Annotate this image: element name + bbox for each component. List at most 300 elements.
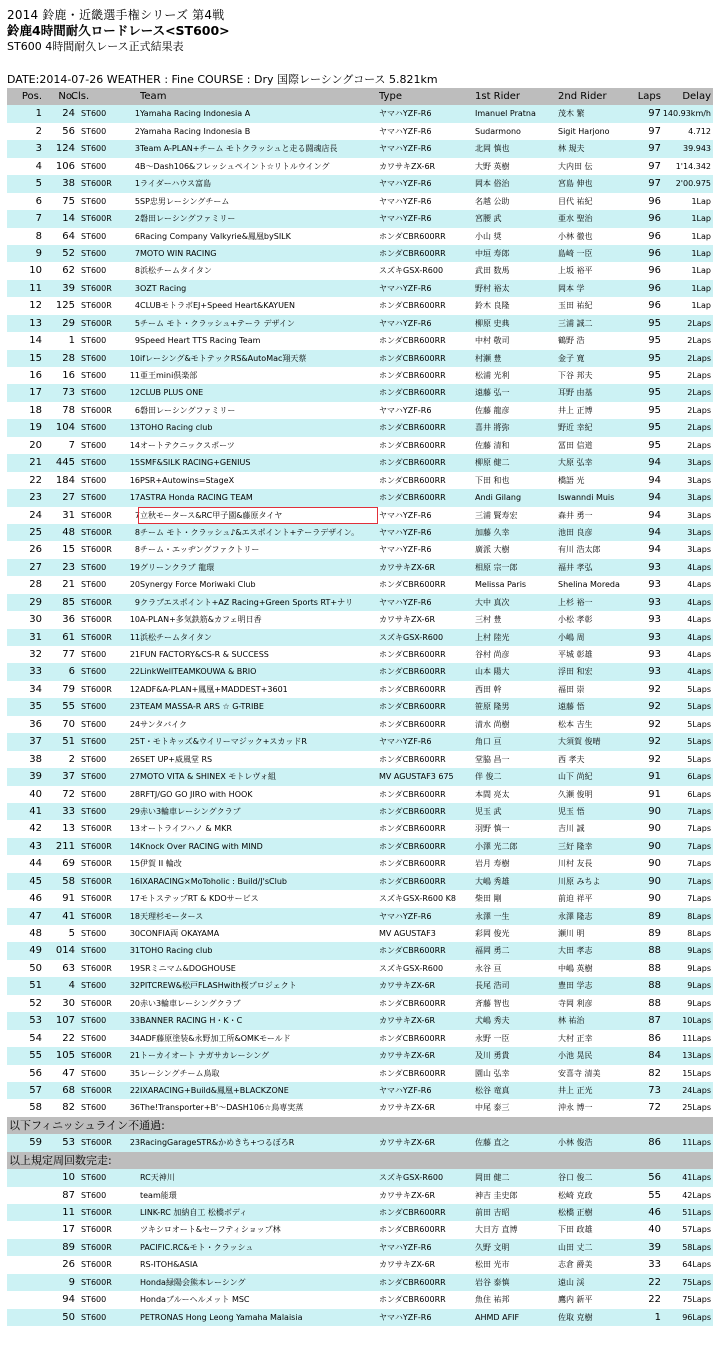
cell-pos: 7: [35, 213, 42, 225]
table-header: [7, 88, 713, 105]
cell-delay: 9Laps: [687, 963, 711, 973]
cell-type: ホンダCBR600RR: [379, 353, 446, 363]
cell-delay: 2Laps: [687, 371, 711, 380]
cell-no: 125: [55, 300, 75, 312]
cell-class: ST600: [81, 754, 107, 764]
cell-class: ST600R: [81, 841, 112, 851]
cell-rider1: 児玉 武: [475, 806, 502, 816]
cell-type: ヤマハYZF-R6: [379, 283, 432, 293]
cell-team: LINK-RC 加納自工 松橋ボディ: [140, 1208, 248, 1217]
cell-class-rank: 12: [129, 388, 140, 398]
cell-delay: 4Laps: [687, 632, 711, 642]
cell-no: 56: [62, 125, 75, 137]
cell-type: ヤマハYZF-R6: [379, 911, 432, 921]
cell-rider2: 福井 孝弘: [558, 562, 593, 572]
cell-class-rank: 33: [129, 1016, 140, 1026]
cell-pos: 28: [29, 579, 42, 591]
cell-rider2: 大原 弘幸: [558, 458, 593, 468]
cell-team: RS-ITOH&ASIA: [140, 1260, 198, 1270]
table-row: [7, 350, 713, 367]
cell-rider1: 北岡 慎也: [475, 144, 510, 154]
cell-delay: 13Laps: [682, 1051, 711, 1061]
cell-laps: 92: [648, 736, 661, 748]
cell-team: OZT Racing: [140, 283, 187, 293]
table-row: [7, 995, 713, 1012]
cell-team: ライダーハウス富島: [140, 179, 212, 189]
cell-team: Racing Company Valkyrie&鳳凰bySILK: [140, 231, 291, 241]
cell-team: 赤い3輪車レーシングクラブ: [140, 998, 241, 1008]
cell-rider1: 大中 真次: [475, 597, 510, 607]
cell-team: Honda緑陽会熊本レーシング: [140, 1277, 246, 1287]
cell-no: 58: [62, 875, 75, 887]
cell-type: ヤマハYZF-R6: [379, 1312, 432, 1322]
cell-rider1: 武田 数馬: [475, 266, 510, 276]
cell-pos: 46: [29, 893, 42, 905]
cell-no: 184: [55, 474, 75, 486]
cell-type: スズキGSX-R600 K8: [379, 894, 456, 904]
cell-type: ヤマハYZF-R6: [379, 545, 432, 555]
cell-type: カワサキZX-6R: [379, 1016, 436, 1026]
cell-rider2: 池田 良彦: [558, 527, 593, 537]
cell-laps: 88: [648, 945, 661, 957]
cell-class: ST600: [81, 231, 107, 241]
cell-laps: 95: [648, 404, 661, 416]
cell-no: 24: [62, 108, 75, 120]
cell-type: ホンダCBR600RR: [379, 702, 446, 712]
cell-no: 9: [68, 1276, 75, 1288]
cell-pos: 44: [29, 858, 42, 870]
cell-laps: 1: [654, 1311, 661, 1323]
cell-class-rank: 18: [129, 911, 140, 921]
cell-class-rank: 19: [129, 963, 140, 973]
table-row: [7, 158, 713, 175]
cell-team: MOTO VITA & SHINEX モトレヴォ組: [140, 772, 277, 782]
cell-laps: 22: [648, 1294, 661, 1306]
table-row: [7, 1099, 713, 1116]
cell-delay: 5Laps: [687, 702, 711, 712]
cell-team: 磐田レーシングファミリー: [140, 405, 236, 415]
cell-rider1: 小澤 光二郎: [475, 841, 518, 851]
cell-no: 29: [62, 317, 75, 329]
cell-type: ホンダCBR600RR: [379, 806, 446, 816]
cell-class: ST600: [81, 772, 107, 782]
cell-class-rank: 1: [134, 109, 140, 119]
cell-delay: 11Laps: [682, 1138, 711, 1148]
cell-delay: 11Laps: [682, 1033, 711, 1043]
cell-team: クラブエスポイント+AZ Racing+Green Sports RT+ナリ: [140, 597, 354, 607]
cell-rider1: 遠藤 弘一: [475, 388, 510, 398]
cell-rider2: Shelina Moreda: [558, 580, 620, 590]
cell-delay: 10Laps: [682, 1016, 711, 1026]
cell-type: ホンダCBR600RR: [379, 946, 446, 956]
cell-delay: 15Laps: [682, 1068, 711, 1078]
cell-pos: 53: [29, 1015, 42, 1027]
cell-class: ST600R: [81, 1051, 112, 1061]
table-row: [7, 1134, 713, 1151]
cell-rider1: 魚住 祐邦: [475, 1295, 510, 1305]
cell-pos: 36: [29, 718, 42, 730]
cell-rider1: 大日方 直博: [475, 1225, 518, 1235]
table-row: [7, 524, 713, 541]
cell-type: ホンダCBR600RR: [379, 650, 446, 659]
table-row: [7, 367, 713, 384]
cell-team: B～Dash106&フレッシュペイント☆リトルウイング: [140, 161, 330, 171]
cell-class-rank: 36: [129, 1103, 140, 1113]
cell-rider2: 下田 政雄: [558, 1225, 593, 1235]
table-row: [7, 960, 713, 977]
cell-rider2: 大村 正幸: [558, 1033, 593, 1043]
cell-no: 104: [55, 422, 75, 434]
cell-class: ST600: [81, 493, 107, 503]
cell-rider1: 及川 勇貴: [475, 1051, 510, 1061]
cell-rider2: 三好 隆幸: [558, 841, 593, 851]
cell-class-rank: 3: [134, 283, 140, 293]
cell-pos: 39: [29, 771, 42, 783]
cell-class: ST600R: [81, 214, 112, 224]
cell-rider1: 山本 陽大: [475, 667, 510, 677]
table-row: [7, 402, 713, 419]
cell-class: ST600: [81, 580, 107, 590]
cell-team: チーム モト・クラッシュ♪&エスポイント+テーラデザイン。: [140, 527, 360, 537]
cell-class: ST600R: [81, 824, 112, 834]
cell-class: ST600: [81, 1033, 107, 1043]
cell-rider1: Andi Gilang: [475, 493, 522, 503]
cell-rider1: 永谷 亘: [475, 963, 502, 973]
cell-laps: 55: [648, 1189, 661, 1201]
cell-team: IXARACING+Build&鳳凰+BLACKZONE: [140, 1085, 289, 1095]
cell-class-rank: 20: [129, 998, 140, 1008]
cell-delay: 3Laps: [687, 545, 711, 555]
cell-no: 39: [62, 282, 75, 294]
cell-class: ST600: [81, 126, 107, 136]
cell-laps: 96: [648, 247, 661, 259]
table-row: [7, 1239, 713, 1256]
cell-pos: 30: [29, 614, 42, 626]
cell-pos: 27: [29, 561, 42, 573]
cell-no: 21: [62, 579, 75, 591]
cell-rider2: Iswanndi Muis: [558, 493, 615, 503]
cell-team: ADF&A-PLAN+鳳凰+MADDEST+3601: [140, 684, 288, 694]
cell-laps: 94: [648, 526, 661, 538]
cell-class: ST600: [81, 737, 107, 747]
cell-laps: 96: [648, 230, 661, 242]
cell-no: 1: [68, 335, 75, 347]
cell-pos: 12: [29, 300, 42, 312]
cell-class: ST600R: [81, 1208, 112, 1217]
cell-laps: 33: [648, 1259, 661, 1271]
table-row: [7, 384, 713, 401]
cell-type: スズキGSX-R600: [379, 266, 444, 276]
cell-pos: 50: [29, 962, 42, 974]
cell-delay: 2Laps: [687, 353, 711, 363]
cell-delay: 75Laps: [682, 1277, 711, 1287]
cell-rider1: 野村 裕太: [475, 283, 510, 293]
cell-delay: 6Laps: [687, 789, 711, 799]
cell-laps: 39: [648, 1241, 661, 1253]
cell-rider2: 宮島 伸也: [558, 179, 593, 189]
cell-class: ST600R: [81, 963, 112, 973]
cell-team: 立秋モータース&RC甲子園&藤原タイヤ: [138, 507, 378, 524]
cell-pos: 37: [29, 736, 42, 748]
cell-team: FUN FACTORY&CS-R & SUCCESS: [140, 650, 269, 659]
cell-team: CLUBモトラボEJ+Speed Heart&KAYUEN: [140, 301, 295, 311]
cell-rider1: 喜井 將弥: [475, 423, 510, 433]
cell-class: ST600: [81, 946, 107, 956]
cell-delay: 57Laps: [682, 1225, 711, 1235]
cell-type: ホンダCBR600RR: [379, 824, 446, 834]
cell-no: 31: [62, 509, 75, 521]
cell-delay: 140.93km/h: [662, 109, 711, 119]
cell-class: ST600: [81, 336, 107, 346]
cell-type: スズキGSX-R600: [379, 963, 444, 973]
cell-no: 75: [62, 195, 75, 207]
cell-pos: 59: [29, 1137, 42, 1149]
cell-laps: 94: [648, 457, 661, 469]
cell-rider1: 鈴木 良隆: [475, 301, 510, 311]
cell-class-rank: 6: [134, 405, 140, 415]
cell-delay: 5Laps: [687, 737, 711, 747]
cell-team: RC天神川: [140, 1173, 175, 1183]
table-row: [7, 472, 713, 489]
table-row: [7, 838, 713, 855]
cell-type: ホンダCBR600RR: [379, 1277, 446, 1287]
cell-class-rank: 7: [134, 510, 140, 520]
cell-laps: 90: [648, 858, 661, 870]
cell-team: ADF藤原塗装&永野加工所&OMKモールド: [140, 1033, 291, 1043]
cell-class: ST600: [81, 458, 107, 468]
series-title: 2014 鈴鹿・近畿選手権シリーズ 第4戦: [7, 8, 225, 22]
cell-pos: 16: [29, 370, 42, 381]
table-row: [7, 245, 713, 262]
cell-rider2: 久瀬 俊明: [558, 789, 593, 799]
cell-team: Team A-PLAN+チーム モトクラッシュと走る闘魂店長: [140, 144, 338, 154]
cell-team: グリーンクラブ 龍環: [140, 562, 215, 572]
cell-delay: 1'14.342: [675, 161, 711, 171]
table-row: [7, 942, 713, 959]
cell-no: 79: [62, 683, 75, 695]
cell-no: 26: [62, 1259, 75, 1271]
cell-team: PSR+Autowins=StageX: [140, 475, 235, 485]
cell-pos: 5: [35, 178, 42, 190]
cell-class-rank: 8: [134, 266, 140, 276]
cell-no: 63: [62, 962, 75, 974]
cell-team: Knock Over RACING with MIND: [140, 841, 263, 851]
cell-laps: 93: [648, 614, 661, 626]
table-row: [7, 716, 713, 733]
cell-class: ST600R: [81, 283, 112, 293]
cell-team: サンタバイク: [140, 719, 188, 729]
cell-type: ヤマハYZF-R6: [379, 144, 432, 154]
cell-class-rank: 10: [129, 615, 140, 625]
cell-rider1: 中垣 寿郎: [475, 248, 510, 258]
cell-rider2: 耳野 由基: [558, 388, 593, 398]
cell-pos: 29: [29, 596, 42, 608]
cell-delay: 5Laps: [687, 719, 711, 729]
cell-no: 82: [62, 1102, 75, 1114]
cell-class: ST600: [81, 719, 107, 729]
cell-class: ST600: [81, 1103, 107, 1113]
table-row: [7, 698, 713, 715]
cell-no: 73: [62, 387, 75, 399]
cell-type: カワサキZX-6R: [379, 1138, 436, 1148]
cell-type: ホンダCBR600RR: [379, 458, 446, 468]
cell-rider2: 森井 勇一: [558, 510, 593, 520]
cell-type: ホンダCBR600RR: [379, 388, 446, 398]
cell-class: ST600: [81, 1295, 107, 1305]
cell-type: ホンダCBR600RR: [379, 754, 446, 764]
cell-rider1: 岡本 俗治: [475, 179, 510, 189]
table-row: [7, 123, 713, 140]
cell-laps: 95: [648, 387, 661, 399]
cell-delay: 7Laps: [687, 806, 711, 816]
cell-class-rank: 30: [129, 929, 140, 938]
cell-laps: 90: [648, 823, 661, 835]
cell-delay: 2Laps: [687, 318, 711, 328]
cell-team: TOHO Racing club: [140, 423, 213, 433]
cell-rider1: 小山 奨: [475, 231, 502, 241]
cell-laps: 96: [648, 282, 661, 294]
cell-class: ST600: [81, 353, 107, 363]
cell-rider1: 笹原 隆男: [475, 702, 510, 712]
cell-class: ST600: [81, 789, 107, 799]
cell-delay: 1Lap: [691, 283, 711, 293]
cell-no: 69: [62, 858, 75, 870]
cell-class-rank: 7: [134, 248, 140, 258]
cell-team: A-PLAN+多気鉄筋&カフェ明日香: [140, 615, 262, 625]
cell-team: SMF&SILK RACING+GENIUS: [140, 458, 251, 468]
cell-laps: 96: [648, 195, 661, 207]
cell-class-rank: 13: [129, 824, 140, 834]
cell-class: ST600: [81, 1068, 107, 1078]
cell-rider2: 遠藤 悟: [558, 702, 585, 712]
cell-pos: 18: [29, 404, 42, 416]
cell-rider1: 西田 幹: [475, 684, 502, 694]
section-label: 以上規定周回数完走:: [9, 1153, 112, 1167]
cell-type: ホンダCBR600RR: [379, 667, 446, 677]
cell-class: ST600: [81, 440, 107, 450]
cell-laps: 96: [648, 213, 661, 225]
table-row: [7, 489, 713, 506]
race-conditions: DATE:2014-07-26 WEATHER : Fine COURSE : Dry 国際レーシングコース 5.821km: [7, 73, 438, 86]
cell-no: 2: [68, 753, 75, 765]
cell-class-rank: 1: [134, 179, 140, 189]
cell-rider1: 村瀬 豊: [475, 353, 502, 363]
cell-laps: 40: [648, 1224, 661, 1236]
cell-laps: 91: [648, 771, 661, 783]
cell-laps: 95: [648, 317, 661, 329]
cell-rider1: 柳原 健二: [475, 458, 510, 468]
cell-pos: 56: [29, 1067, 42, 1079]
cell-rider1: 堂脇 昌一: [475, 754, 510, 764]
table-row: [7, 594, 713, 611]
cell-delay: 2'00.975: [675, 179, 711, 189]
cell-delay: 8Laps: [687, 911, 711, 921]
cell-delay: 41Laps: [682, 1173, 711, 1183]
cell-laps: 56: [648, 1172, 661, 1184]
cell-class-rank: 19: [129, 562, 140, 572]
table-row: [7, 315, 713, 332]
cell-rider2: 岡本 学: [558, 283, 585, 293]
table-row: [7, 1169, 713, 1186]
cell-pos: 14: [29, 335, 42, 347]
cell-laps: 72: [648, 1102, 661, 1114]
cell-class-rank: 9: [134, 336, 140, 346]
cell-class-rank: 28: [129, 789, 140, 799]
table-row: [7, 576, 713, 593]
cell-type: カワサキZX-6R: [379, 1103, 436, 1113]
cell-rider1: 犬嶋 秀夫: [475, 1016, 510, 1026]
cell-laps: 93: [648, 561, 661, 573]
cell-team: IXARACING×MoToholic : Build/J'sClub: [140, 876, 287, 886]
cell-type: ホンダCBR600RR: [379, 423, 446, 433]
cell-type: カワサキZX-6R: [379, 1260, 436, 1270]
table-row: [7, 977, 713, 994]
cell-delay: 1Lap: [691, 301, 711, 311]
cell-rider1: 永野 一臣: [475, 1033, 510, 1043]
cell-class-rank: 3: [134, 144, 140, 154]
cell-team: 亜王mini倶楽部: [140, 371, 198, 380]
cell-class-rank: 10: [129, 353, 140, 363]
cell-class: ST600: [81, 161, 107, 171]
cell-rider1: 加藤 久幸: [475, 527, 510, 537]
cell-rider2: 谷口 俊二: [558, 1173, 593, 1183]
cell-team: TOHO Racing club: [140, 946, 213, 956]
cell-rider1: 佐藤 直之: [475, 1138, 510, 1148]
cell-team: The!Transporter+B'～DASH106☆鳥専実蒸: [140, 1103, 304, 1113]
table-row: [7, 332, 713, 349]
cell-class-rank: 29: [129, 806, 140, 816]
cell-pos: 6: [35, 195, 42, 207]
table-row: [7, 419, 713, 436]
cell-delay: 9Laps: [687, 946, 711, 956]
cell-delay: 58Laps: [682, 1242, 711, 1252]
cell-no: 33: [62, 805, 75, 817]
cell-rider1: 下田 和也: [475, 475, 510, 485]
cell-rider2: 小松 孝彰: [558, 615, 593, 625]
cell-pos: 41: [29, 805, 42, 817]
cell-rider1: 名越 公助: [475, 196, 510, 206]
cell-no: 13: [62, 823, 75, 835]
cell-team: SRミニマム&DOGHOUSE: [140, 963, 236, 973]
results-table: [7, 88, 713, 1326]
cell-rider1: 大野 英樹: [475, 161, 510, 171]
cell-class: ST600R: [81, 179, 112, 189]
cell-class: ST600: [81, 423, 107, 433]
section-insufficient: [7, 1152, 713, 1169]
table-row: [7, 820, 713, 837]
cell-team: RacingGarageSTR&かめきち+つるぼろR: [140, 1138, 295, 1148]
cell-class-rank: 17: [129, 894, 140, 904]
cell-rider2: 橋語 光: [558, 475, 585, 485]
cell-class: ST600R: [81, 1242, 112, 1252]
cell-no: 94: [62, 1294, 75, 1306]
cell-type: ヤマハYZF-R6: [379, 597, 432, 607]
cell-rider2: 西 孝夫: [558, 754, 585, 764]
cell-delay: 4Laps: [687, 650, 711, 659]
cell-team: SET UP+威風堂 RS: [140, 754, 213, 764]
cell-no: 15: [62, 544, 75, 556]
cell-laps: 90: [648, 875, 661, 887]
cell-rider2: 児玉 悟: [558, 806, 585, 816]
cell-delay: 1Lap: [691, 248, 711, 258]
cell-rider1: 永澤 一生: [475, 911, 510, 921]
cell-class-rank: 11: [129, 371, 140, 380]
cell-laps: 97: [648, 108, 661, 120]
cell-class-rank: 32: [129, 981, 140, 991]
cell-rider2: 寺岡 利彦: [558, 998, 593, 1008]
col-rider2: 2nd Rider: [558, 91, 607, 102]
cell-laps: 94: [648, 544, 661, 556]
